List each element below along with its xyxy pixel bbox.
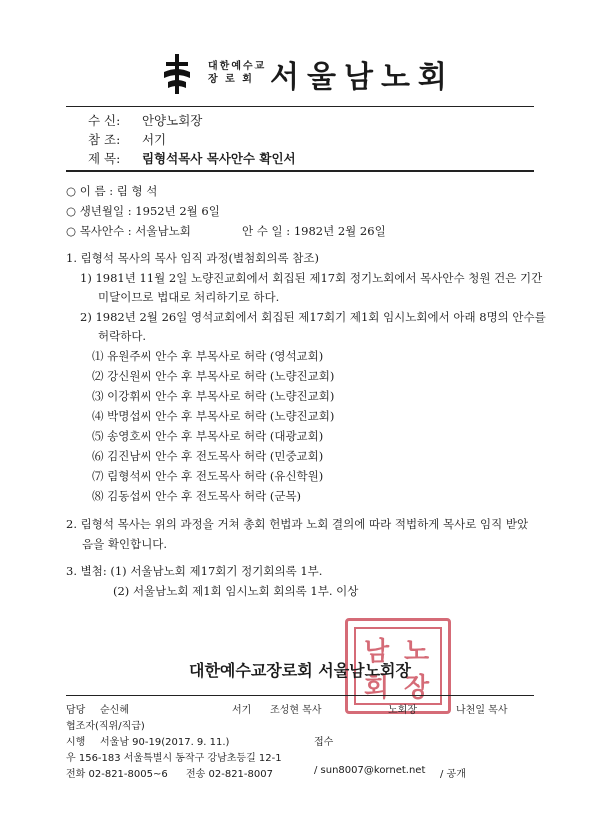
s1-item2-line2: 허락하다.	[98, 329, 147, 343]
subject-line	[88, 149, 296, 167]
cooperator-label: 협조자(직위/직급)	[66, 721, 145, 732]
staff-name: 순신혜	[100, 705, 129, 716]
org-small-line2: 장 로 회	[208, 74, 254, 85]
signature-line: 대한예수교장로회 서울남노회장	[189, 661, 411, 680]
exec-label: 시행	[66, 737, 86, 748]
org-small-line1: 대한예수교	[208, 61, 267, 72]
section2-line2: 음을 확인합니다.	[82, 537, 168, 551]
ordinee-item: ⑻ 김동섭씨 안수 후 전도목사 허락 (군목)	[92, 489, 302, 503]
seal-char: 회	[364, 673, 390, 703]
recipient-label: 수 신:	[88, 113, 121, 128]
reference-label: 참 조:	[88, 132, 121, 147]
seal-char: 장	[404, 673, 430, 703]
section3-line1: 3. 별첨: (1) 서울남노회 제17회기 정기회의록 1부.	[66, 564, 323, 578]
phone-line: 전화 02-821-8005~6	[66, 769, 168, 780]
reference-line	[88, 130, 166, 148]
exec-value: 서울남 90-19(2017. 9. 11.)	[100, 737, 230, 748]
org-small-title	[208, 60, 266, 86]
recipient-value: 안양노회장	[141, 113, 203, 128]
fax-line: 전송 02-821-8007	[186, 769, 273, 780]
s1-item1-line1: 1) 1981년 11월 2일 노량진교회에서 회집된 제17회 정기노회에서 목사안수 청원 건은 기간	[80, 271, 543, 285]
header-divider	[66, 106, 534, 107]
section2-line1: 2. 림형석 목사는 위의 과정을 거쳐 총회 헌법과 노회 결의에 따라 적법하게 목사로 임직 받았	[66, 517, 529, 531]
section1-title: 1. 림형석 목사의 목사 임직 과정(별첨회의록 참조)	[66, 251, 319, 265]
subject-value: 림형석목사 목사안수 확인서	[141, 151, 296, 166]
s1-item2-line1: 2) 1982년 2월 26일 영석교회에서 회집된 제17회기 제1회 임시노회에서 아래 8명의 안수를	[80, 310, 546, 324]
address-line: 우 156-183 서울특별시 동작구 강남초등길 12-1	[66, 753, 282, 764]
ordination-line: ○ 목사안수 : 서울남노회	[66, 224, 191, 238]
ordinee-item: ⑴ 유원주씨 안수 후 부목사로 허락 (영석교회)	[92, 349, 324, 363]
staff-label: 담당	[66, 705, 86, 716]
secretary-label: 서기	[232, 705, 252, 716]
ordination-date: 안 수 일 : 1982년 2월 26일	[242, 224, 386, 238]
birth-line: ○ 생년월일 : 1952년 2월 6일	[66, 204, 220, 218]
moderator-label: 노회장	[388, 705, 417, 716]
ordinee-item: ⑺ 림형석씨 안수 후 전도목사 허락 (유신학원)	[92, 469, 324, 483]
ordinee-item: ⑵ 강신원씨 안수 후 부목사로 허락 (노량진교회)	[92, 369, 335, 383]
subject-label: 제 목:	[88, 151, 121, 166]
footer-divider	[66, 695, 534, 696]
seal-char: 남	[364, 637, 390, 667]
ordinee-item: ⑶ 이강휘씨 안수 후 부목사로 허락 (노량진교회)	[92, 389, 335, 403]
seal-char: 노	[404, 637, 430, 667]
church-cross-logo	[160, 52, 194, 96]
reference-value: 서기	[141, 132, 167, 147]
ordinee-item: ⑷ 박명섭씨 안수 후 부목사로 허락 (노량진교회)	[92, 409, 335, 423]
receipt-label: 접수	[314, 737, 334, 748]
disclosure-line: / 공개	[440, 769, 466, 780]
name-line: ○ 이 름 : 림 형 석	[66, 184, 158, 198]
s1-item1-line2: 미달이므로 법대로 처리하기로 하다.	[98, 290, 280, 304]
ordinee-item: ⑸ 송영호씨 안수 후 부목사로 허락 (대광교회)	[92, 429, 324, 443]
moderator-name: 나천일 목사	[456, 705, 508, 716]
secretary-name: 조성현 목사	[270, 705, 322, 716]
subject-divider	[66, 170, 534, 172]
recipient-line	[88, 111, 202, 129]
org-title: 서울남노회	[270, 60, 455, 95]
ordinee-item: ⑹ 김진남씨 안수 후 전도목사 허락 (민중교회)	[92, 449, 324, 463]
email-line: / sun8007@kornet.net	[314, 765, 426, 776]
section3-line2: (2) 서울남노회 제1회 임시노회 회의록 1부. 이상	[113, 584, 359, 598]
